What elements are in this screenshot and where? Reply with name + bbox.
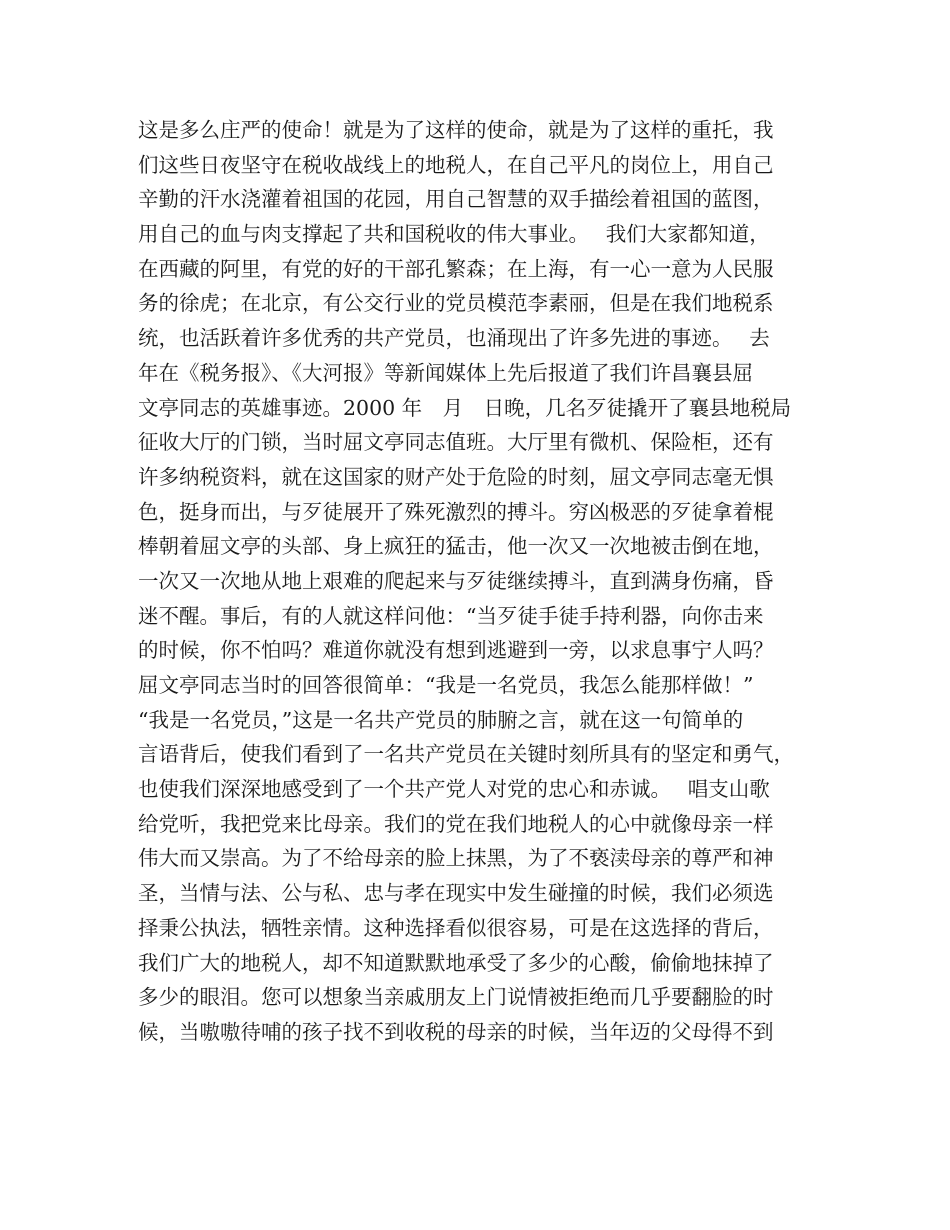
text-line: 一次又一次地从地上艰难的爬起来与歹徒继续搏斗，直到满身伤痛，昏 — [138, 568, 774, 593]
text-line: 用自己的血与肉支撑起了共和国税收的伟大事业。 我们大家都知道， — [138, 222, 770, 247]
text-line: 言语背后，使我们看到了一名共产党员在关键时刻所具有的坚定和勇气， — [138, 742, 794, 767]
text-line: 年在《税务报》、《大河报》等新闻媒体上先后报道了我们许昌襄县屈 — [138, 360, 753, 385]
text-line: 们这些日夜坚守在税收战线上的地税人，在自己平凡的岗位上，用自己 — [138, 152, 774, 177]
body-text — [138, 113, 838, 1050]
text-line: 征收大厅的门锁，当时屈文亭同志值班。大厅里有微机、保险柜，还有 — [138, 430, 774, 455]
text-line: 给党听，我把党来比母亲。我们的党在我们地税人的心中就像母亲一样 — [138, 811, 774, 836]
text-line: 候，当嗷嗷待哺的孩子找不到收税的母亲的时候，当年迈的父母得不到 — [138, 1019, 774, 1044]
text-line: 色，挺身而出，与歹徒展开了殊死激烈的搏斗。穷凶极恶的歹徒拿着棍 — [138, 499, 774, 524]
text-line: 屈文亭同志当时的回答很简单：“我是一名党员，我怎么能那样做！” — [138, 673, 754, 697]
text-line: 这是多么庄严的使命！就是为了这样的使命，就是为了这样的重托，我 — [138, 118, 774, 142]
text-line: 圣，当情与法、公与私、忠与孝在现实中发生碰撞的时候，我们必须选 — [138, 881, 774, 906]
text-line: 迷不醒。事后，有的人就这样问他：“当歹徒手徒手持利器，向你击来 — [138, 603, 764, 628]
text-line: 也使我们深深地感受到了一个共产党人对党的忠心和赤诚。 唱支山歌 — [138, 777, 770, 802]
text-line: 辛勤的汗水浇灌着祖国的花园，用自己智慧的双手描绘着祖国的蓝图， — [138, 187, 774, 212]
text-line: 我们广大的地税人，却不知道默默地承受了多少的心酸，偷偷地抹掉了 — [138, 950, 774, 975]
text-line: 的时候，你不怕吗？难道你就没有想到逃避到一旁，以求息事宁人吗？ — [138, 638, 774, 663]
text-line: 务的徐虎；在北京，有公交行业的党员模范李素丽，但是在我们地税系 — [138, 291, 774, 316]
text-line: “我是一名党员，”这是一名共产党员的肺腑之言，就在这一句简单的 — [138, 707, 744, 732]
text-line: 择秉公执法，牺牲亲情。这种选择看似很容易，可是在这选择的背后， — [138, 915, 774, 940]
text-line: 许多纳税资料，就在这国家的财产处于危险的时刻，屈文亭同志毫无惧 — [138, 464, 774, 489]
text-line: 统，也活跃着许多优秀的共产党员，也涌现出了许多先进的事迹。 去 — [138, 326, 770, 351]
text-line: 伟大而又崇高。为了不给母亲的脸上抹黑，为了不亵渎母亲的尊严和神 — [138, 846, 774, 871]
text-line: 棒朝着屈文亭的头部、身上疯狂的猛击，他一次又一次地被击倒在地， — [138, 534, 774, 559]
text-line: 在西藏的阿里，有党的好的干部孔繁森；在上海，有一心一意为人民服 — [138, 256, 774, 281]
text-line: 多少的眼泪。您可以想象当亲戚朋友上门说情被拒绝而几乎要翻脸的时 — [138, 985, 774, 1010]
text-line: 文亭同志的英雄事迹。2000 年 月 日晚，几名歹徒撬开了襄县地税局 — [138, 395, 792, 420]
